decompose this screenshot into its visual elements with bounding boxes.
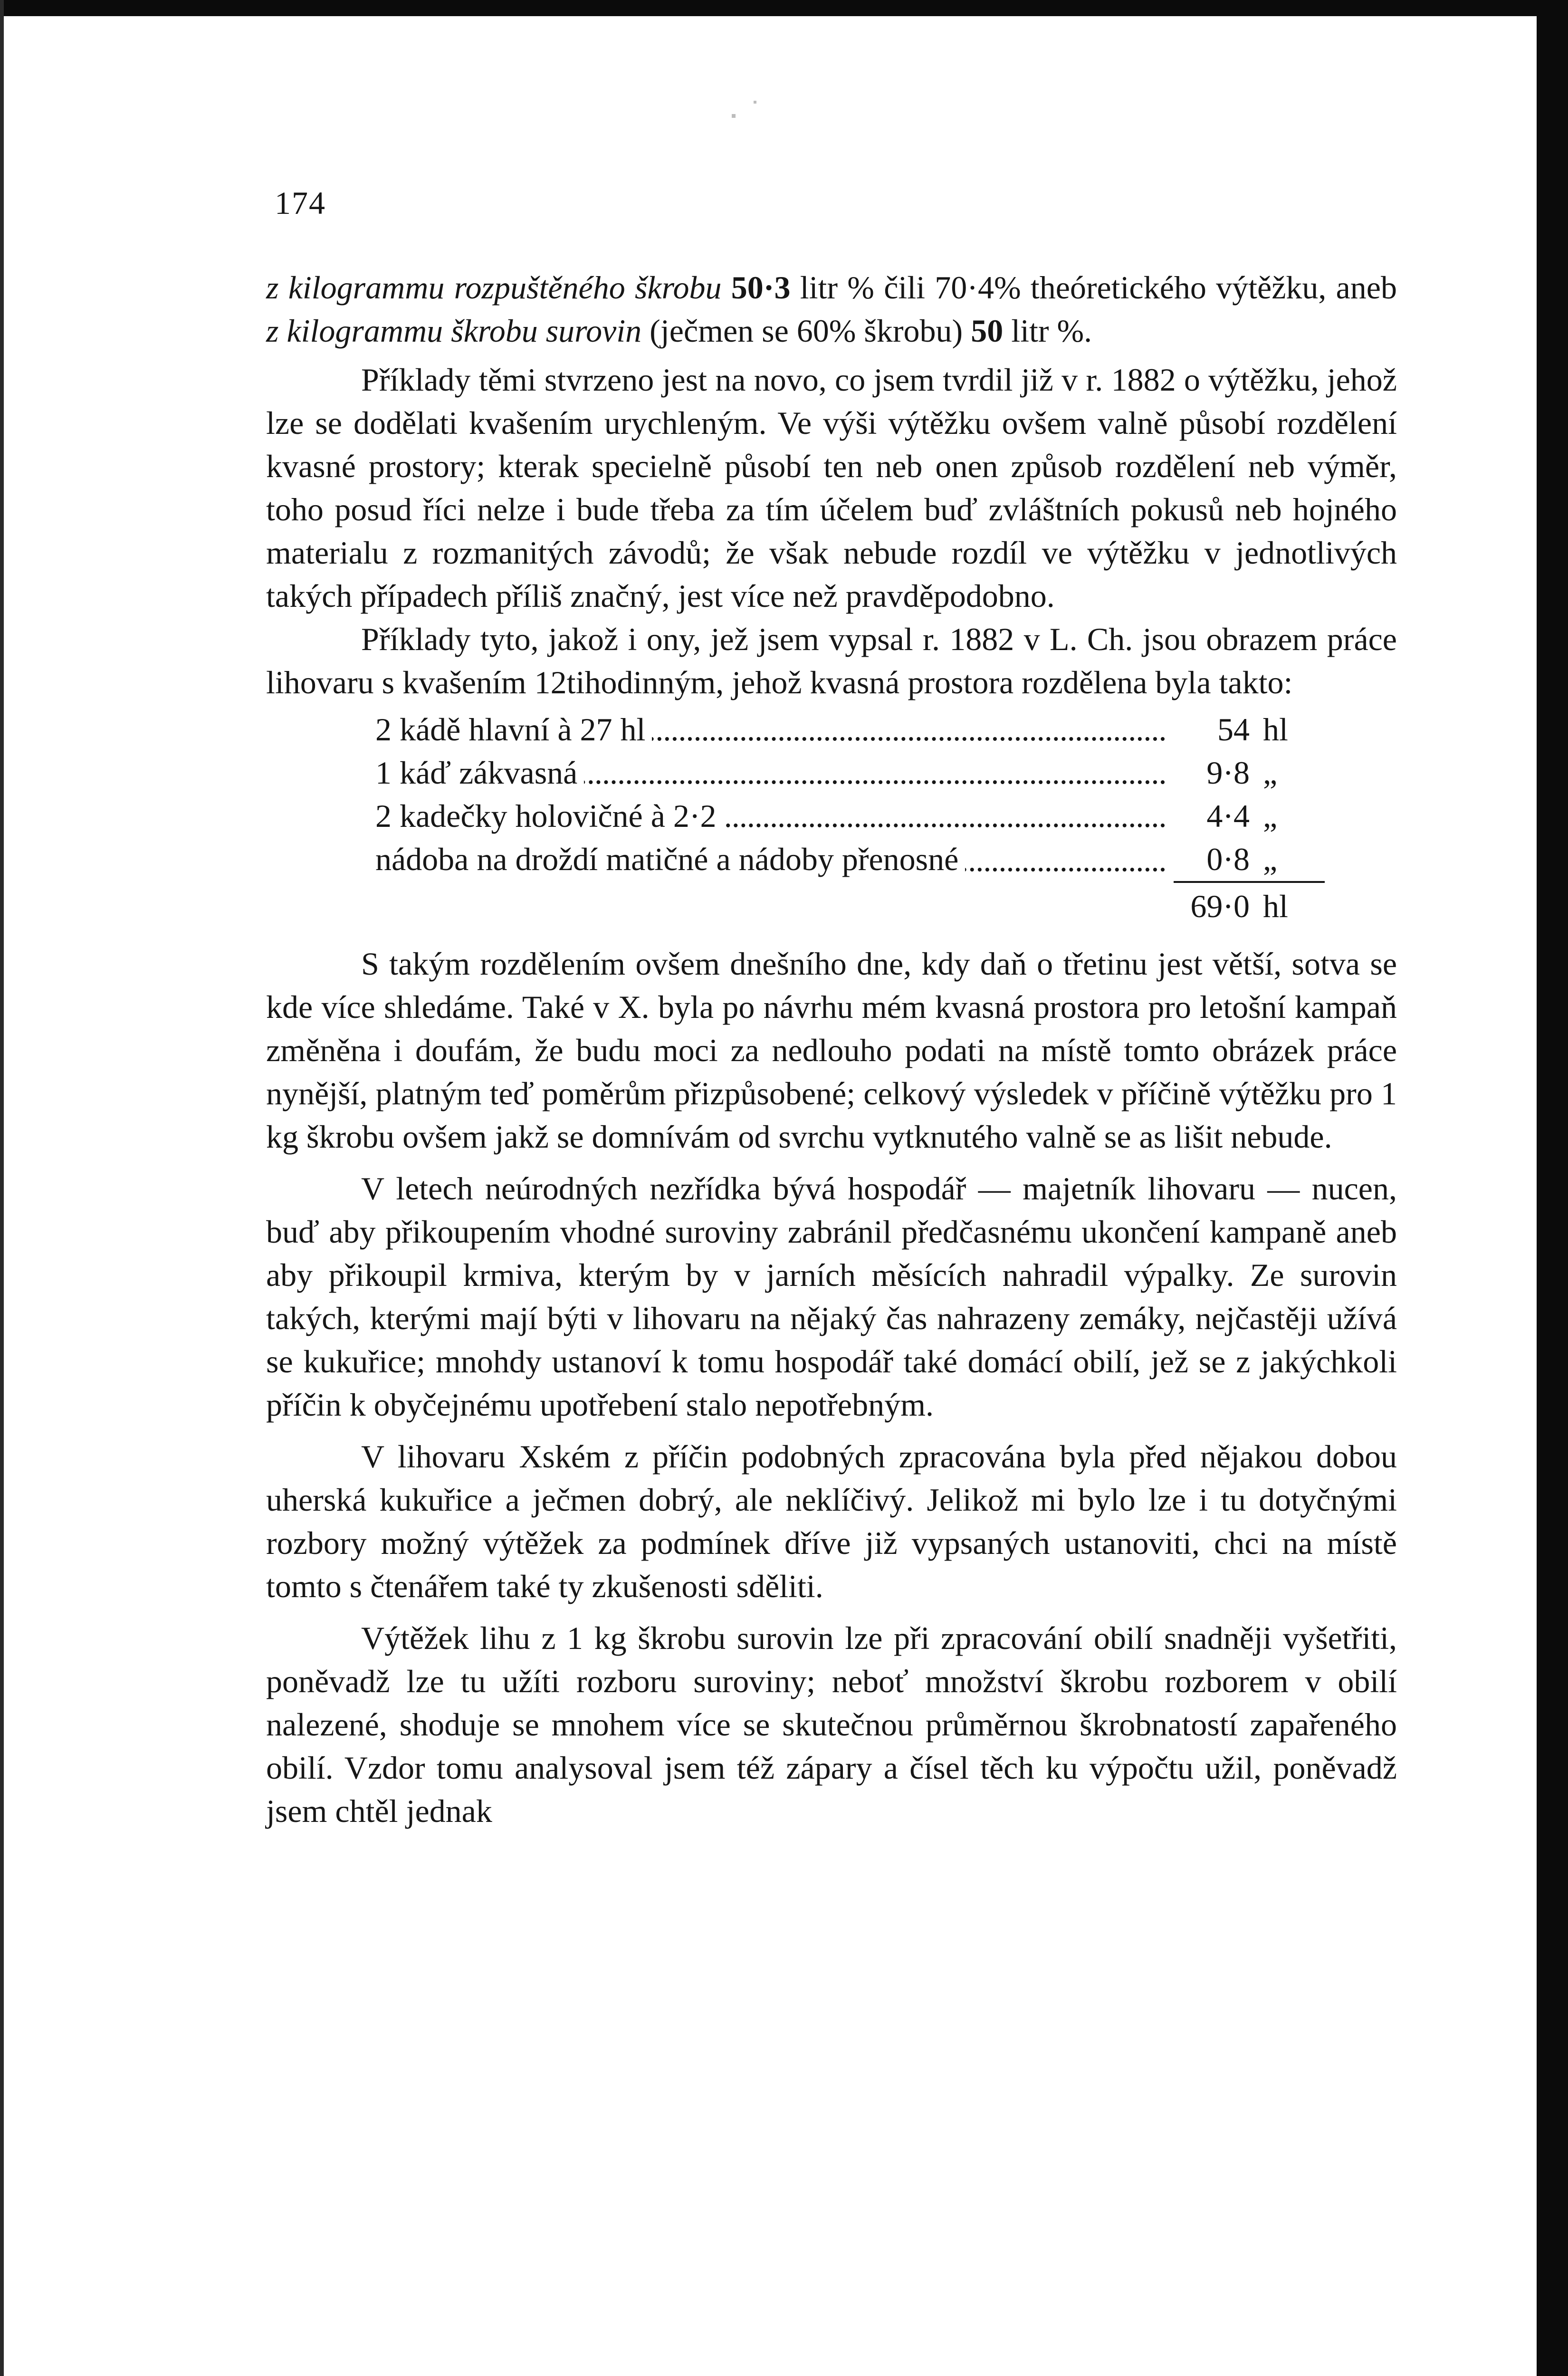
page-number: 174 xyxy=(275,185,326,221)
vessel-value: 4·4 xyxy=(1206,798,1250,834)
vessel-label: 1 káď zákvasná xyxy=(375,755,584,791)
vessel-value: 0·8 xyxy=(1174,838,1250,882)
vessel-item xyxy=(375,838,1174,882)
vessel-item xyxy=(375,708,1174,751)
scan-speck xyxy=(732,114,736,118)
vessel-label: nádoba na droždí matičné a nádoby přenosné xyxy=(375,841,965,877)
table-row xyxy=(375,795,1325,838)
paragraph-current-tax: S takým rozdělením ovšem dnešního dne, kdy daň o třetinu jest větší, sotva se kde více shledáme. Také v X. byla po návrhu mém kvasná prostora pro letošní kampaň změněna i doufám, že budu moci za nedlouho podati na místě tomto obrázek práce nynější, platným teď poměrům přizpůsobené; celkový výsledek v příčině výtěžku pro 1 kg škrobu ovšem jakž se domnívám od svrchu vytknutého valně se as lišit nebude. xyxy=(266,946,1397,1155)
text-span: (ječmen se 60% škrobu) xyxy=(641,313,971,349)
vessel-label: 2 kadečky holovičné à 2·2 xyxy=(375,798,723,834)
vessel-value: 54 xyxy=(1217,711,1250,747)
text-span: litr xyxy=(790,269,848,306)
scan-speck xyxy=(754,101,756,104)
table-row xyxy=(375,838,1325,882)
total-unit: hl xyxy=(1263,888,1288,924)
paragraph-spirit-yield: Výtěžek lihu z 1 kg škrobu surovin lze při zpracování obilí snadněji vyšetřiti, poněvadž lze tu užíti rozboru suroviny; neboť množství škrobu rozborem v obilí nalezené, shoduje se mnohem více se skutečnou průměrnou škrobnatostí zapařeného obilí. Vzdor tomu analysoval jsem též zápary a čísel těch ku výpočtu užil, poněvadž jsem chtěl jednak xyxy=(266,1620,1397,1829)
vessel-capacity-table xyxy=(375,708,1325,928)
yield-phrase-raw-starch: z kilogrammu škrobu surovin xyxy=(266,313,642,349)
page-text xyxy=(266,266,1397,1833)
percent-sign: % xyxy=(847,269,874,306)
vessel-label: 2 kádě hlavní à 27 hl xyxy=(375,711,652,747)
yield-value-bold: 50·3 xyxy=(731,269,791,306)
vessel-value: 9·8 xyxy=(1206,755,1250,791)
paragraph-bad-harvest: V letech neúrodných nezřídka bývá hospodář — majetník lihovaru — nucen, buď aby přikoupením vhodné suroviny zabránil předčasnému ukončení kampaně aneb aby přikoupil krmiva, kterým by v jarních měsících nahradil výpalky. Ze surovin takých, kterými mají býti v lihovaru na nějaký čas nahrazeny zemáky, nejčastěji užívá se kukuřice; mnohdy ustanoví k tomu hospodář také domácí obilí, jež se z jakýchkoli příčin k obyčejnému upotřebení stalo nepotřebným. xyxy=(266,1170,1397,1423)
paragraph-distillery-x: V lihovaru Xském z příčin podobných zpracována byla před nějakou dobou uherská kukuřice a ječmen dobrý, ale neklíčivý. Jelikož mi bylo lze i tu dotyčnými rozbory možný výtěžek za podmínek dříve již vypsaných ustanoviti, chci na místě tomto s čtenářem také ty zkušenosti sděliti. xyxy=(266,1438,1397,1604)
yield-phrase-dissolved-starch: z kilogrammu rozpuštěného škrobu xyxy=(266,269,722,306)
vessel-item xyxy=(375,795,1174,838)
vessel-item xyxy=(375,751,1174,795)
paragraph-yield-result xyxy=(266,266,1397,353)
paragraph-vessel-intro: Příklady tyto, jakož i ony, jež jsem vypsal r. 1882 v L. Ch. jsou obrazem práce lihovaru s kvašením 12tihodinným, jehož kvasná prostora rozdělena byla takto: xyxy=(266,621,1397,700)
vessel-unit: „ xyxy=(1250,838,1325,882)
total-spacer xyxy=(375,882,1174,928)
scan-border-left xyxy=(0,0,4,2376)
scan-border-right xyxy=(1537,0,1568,2376)
vessel-unit: hl xyxy=(1263,711,1288,747)
scan-border-top xyxy=(0,0,1568,16)
text-span: čili 70·4% theóretického výtěžku, aneb xyxy=(874,269,1397,306)
vessel-unit: „ xyxy=(1263,798,1278,834)
table-row xyxy=(375,708,1325,751)
yield-value-bold: 50 xyxy=(971,313,1004,349)
table-total-row xyxy=(375,882,1325,928)
total-value: 69·0 xyxy=(1190,888,1250,924)
paragraph-examples: Příklady těmi stvrzeno jest na novo, co jsem tvrdil již v r. 1882 o výtěžku, jehož lze se dodělati kvašením urychleným. Ve výši výtěžku ovšem valně působí rozdělení kvasné prostory; kterak specielně působí ten neb onen způsob rozdělení neb výměr, toho posud říci nelze i bude třeba za tím účelem buď zvláštních pokusů neb hojného materialu z rozmanitých závodů; že však nebude rozdíl ve výtěžku v jednotlivých takých případech příliš značný, jest více než pravděpodobno. xyxy=(266,362,1397,614)
table-row xyxy=(375,751,1325,795)
vessel-unit: „ xyxy=(1263,755,1278,791)
text-span: litr %. xyxy=(1003,313,1092,349)
